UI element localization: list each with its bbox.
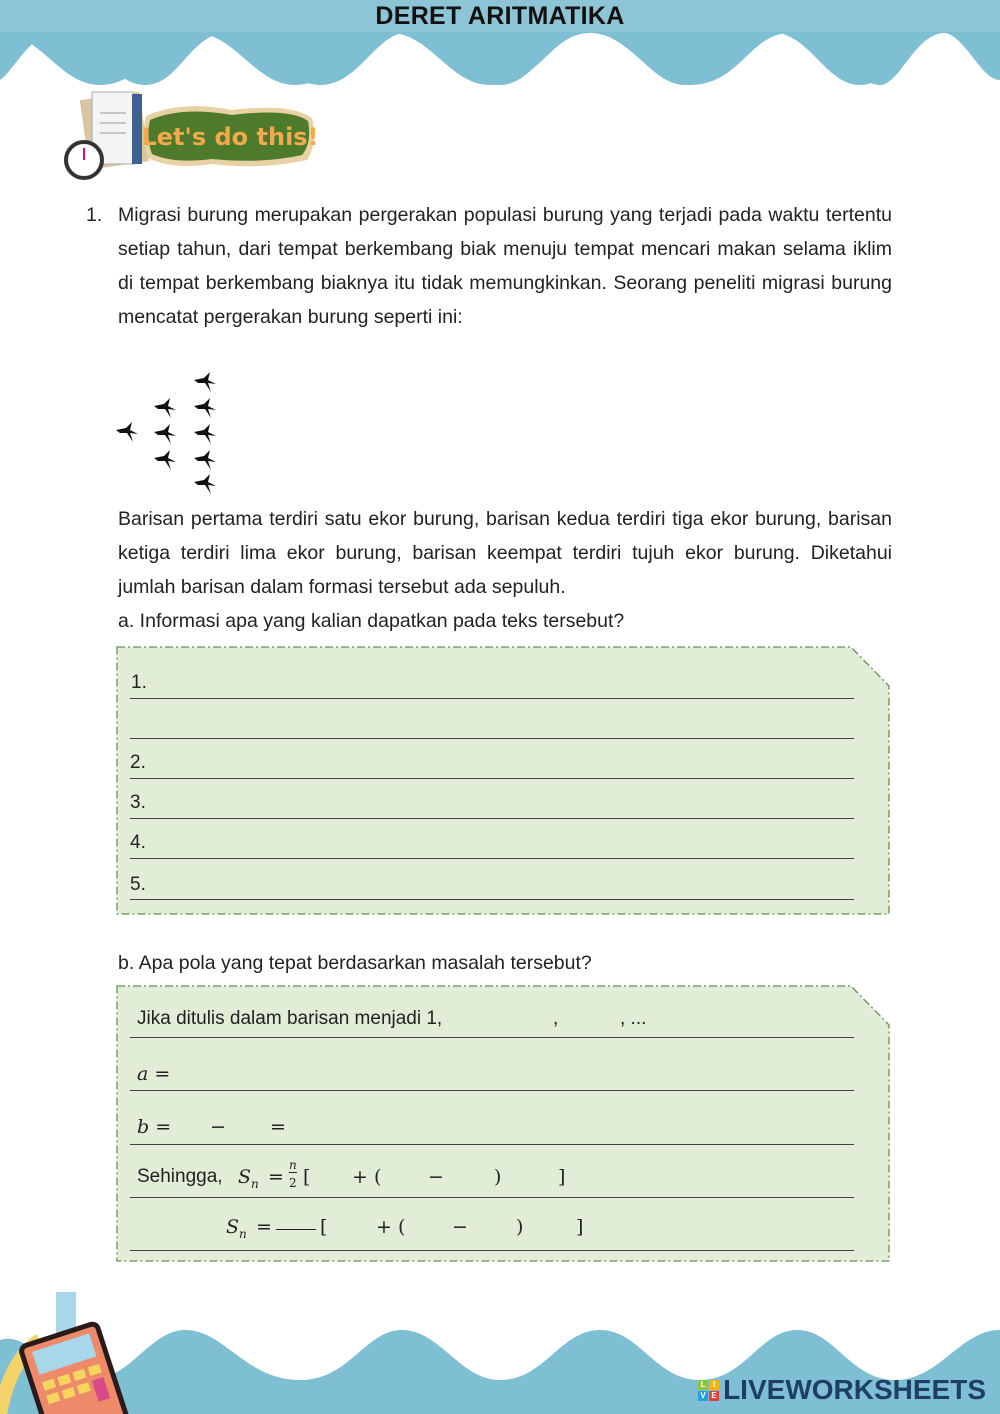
b-equals: = bbox=[270, 1116, 286, 1138]
sequence-label: Jika ditulis dalam barisan menjadi 1, bbox=[137, 1008, 443, 1029]
lets-do-this-badge bbox=[62, 88, 322, 188]
bracket-close: ] bbox=[576, 1216, 584, 1238]
minus: − bbox=[428, 1166, 444, 1188]
b-label: b = bbox=[137, 1116, 172, 1138]
bracket-close: ] bbox=[558, 1166, 566, 1188]
b-minus: − bbox=[210, 1116, 226, 1138]
sequence-line[interactable] bbox=[130, 1006, 854, 1038]
item-number: 2. bbox=[130, 752, 146, 773]
logo-tile: V bbox=[698, 1391, 708, 1401]
item-number: 5. bbox=[130, 874, 146, 895]
liveworksheets-logo bbox=[698, 1374, 986, 1406]
page-title: DERET ARITMATIKA bbox=[375, 2, 625, 30]
logo-tile: L bbox=[698, 1380, 708, 1390]
sn-symbol: S bbox=[238, 1166, 252, 1188]
logo-tile: I bbox=[709, 1380, 719, 1390]
bracket-open: [ bbox=[303, 1166, 311, 1188]
sequence-comma: , bbox=[553, 1008, 559, 1029]
sn-formula-line[interactable] bbox=[130, 1160, 854, 1198]
item-number: 3. bbox=[130, 792, 146, 813]
item-number: 4. bbox=[130, 832, 146, 853]
minus: − bbox=[452, 1216, 468, 1238]
sn-subscript: n bbox=[251, 1176, 259, 1191]
sehingga-label: Sehingga, bbox=[137, 1166, 223, 1187]
plus-paren: + ( bbox=[376, 1216, 406, 1238]
answer-line-2[interactable] bbox=[130, 752, 854, 779]
logo-text: LIVEWORKSHEETS bbox=[723, 1374, 986, 1405]
sn-result-line[interactable] bbox=[130, 1210, 854, 1251]
paren-close: ) bbox=[494, 1166, 502, 1188]
question-number: 1. bbox=[86, 204, 103, 226]
fraction-denominator: 2 bbox=[289, 1176, 297, 1190]
question-intro: Migrasi burung merupakan pergerakan populasi burung yang terjadi pada waktu tertentu setiap tahun, dari tempat berkembang biak menuju tempat mencari makan selama iklim di tempat berkembang biaknya itu tidak memungkinkan. Seorang peneliti migrasi burung mencatat pergerakan burung seperti ini: bbox=[118, 204, 892, 328]
answer-line-4[interactable] bbox=[130, 832, 854, 859]
sn-symbol: S bbox=[226, 1216, 240, 1238]
plus-paren: + ( bbox=[352, 1166, 382, 1188]
part-b-question: b. Apa pola yang tepat berdasarkan masalah tersebut? bbox=[118, 952, 592, 974]
badge-text: Let's do this! bbox=[141, 123, 319, 151]
answer-line-1[interactable] bbox=[130, 672, 854, 699]
equals: = bbox=[268, 1166, 284, 1188]
sequence-ellipsis: , ... bbox=[620, 1008, 647, 1029]
b-line[interactable] bbox=[130, 1113, 854, 1145]
part-a-question: a. Informasi apa yang kalian dapatkan pada teks tersebut? bbox=[118, 610, 625, 632]
logo-tiles-icon bbox=[698, 1380, 719, 1401]
item-number: 1. bbox=[131, 672, 147, 693]
bracket-open: [ bbox=[320, 1216, 328, 1238]
a-line[interactable] bbox=[130, 1060, 854, 1091]
bird-formation-image bbox=[112, 368, 232, 498]
answer-line-1b[interactable] bbox=[130, 712, 854, 739]
sn-subscript: n bbox=[239, 1226, 247, 1241]
calculator-ruler-illustration bbox=[0, 1290, 160, 1414]
logo-tile: E bbox=[709, 1391, 719, 1401]
question-description: Barisan pertama terdiri satu ekor burung, barisan kedua terdiri tiga ekor burung, barisan ketiga terdiri lima ekor burung, barisan keempat terdiri tujuh ekor burung. Diketahui jumlah barisan dalam formasi tersebut ada sepuluh. bbox=[118, 508, 892, 598]
answer-line-5[interactable] bbox=[130, 874, 854, 900]
paren-close: ) bbox=[516, 1216, 524, 1238]
a-label: a = bbox=[137, 1063, 171, 1085]
answer-line-3[interactable] bbox=[130, 792, 854, 819]
fraction-numerator: n bbox=[289, 1158, 297, 1172]
fraction-bar-blank[interactable] bbox=[276, 1229, 316, 1230]
equals: = bbox=[256, 1216, 272, 1238]
